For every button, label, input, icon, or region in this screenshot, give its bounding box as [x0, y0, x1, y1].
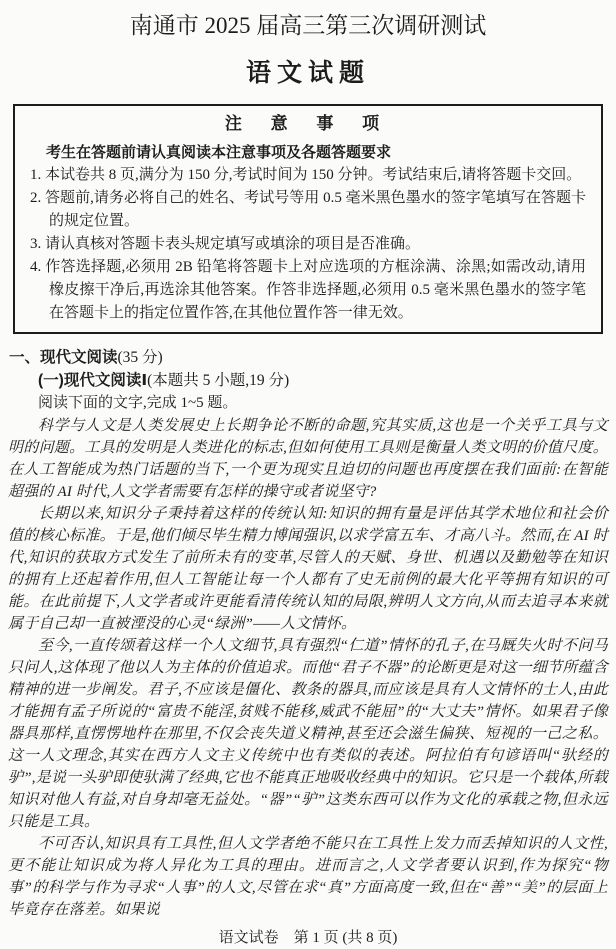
- section-heading: [9, 346, 608, 369]
- subsection-heading-bold: (一)现代文阅读Ⅰ: [38, 372, 148, 389]
- body-paragraph: 至今,一直传颂着这样一个人文细节,具有强烈“仁道”情怀的孔子,在马厩失火时不问马只问人,这体现了他以人为主体的价值追求。而他“君子不器”的论断更是对这一细节所蕴含精神的进一步阐发。君子,不应该是僵化、教条的器具,而应该是具有人文情怀的士人,由此才能拥有孟子所说的“富贵不能淫,贫贱不能移,威武不能屈”的“大丈夫”情怀。如果君子像器具那样,直愣愣地杵在那里,不仅会丧失道义精神,甚至还会滋生偏狭、短视的一己之私。这一人文理念,其实在西方人文主义传统中也有类似的表述。阿拉伯有句谚语叫“驮经的驴”,是说一头驴即使驮满了经典,它也不能真正地吸收经典中的知识。它只是一个载体,所载知识对他人有益,对自身却毫无益处。“器”“驴”这类东西可以作为文化的承载之物,但永远只能是工具。: [8, 638, 608, 830]
- notice-item: [30, 233, 586, 256]
- body-paragraph: 科学与人文是人类发展史上长期争论不断的命题,究其实质,这也是一个关乎工具与文明的问题。工具的发明是人类进化的标志,但如何使用工具则是衡量人类文明的价值尺度。在人工智能成为热门话题的当下,一个更为现实且迫切的问题也再度摆在我们面前:在智能超强的 AI 时代,人文学者需要有怎样的操守或者说坚守?: [8, 418, 608, 500]
- notice-intro: 考生在答题前请认真阅读本注意事项及各题答题要求: [46, 144, 392, 161]
- notice-item: [30, 256, 586, 325]
- notice-item-text: 作答选择题,必须用 2B 铅笔将答题卡上对应选项的方框涂满、涂黑;如需改动,请用橡皮擦干净后,再选涂其他答案。作答非选择题,必须用 0.5 毫米黑色墨水的签字笔在答题卡上的指定位置作答,在其他位置作答一律无效。: [45, 259, 586, 321]
- modern-text-reading-section: [8, 346, 608, 921]
- notice-item: [30, 164, 586, 187]
- page-footer: 语文试卷 第 1 页 (共 8 页): [218, 930, 398, 946]
- notice-title: 注 意 事 项: [224, 114, 392, 133]
- notice-item: [30, 187, 586, 233]
- body-paragraph: 长期以来,知识分子秉持着这样的传统认知:知识的拥有量是评估其学术地位和社会价值的核心标准。于是,他们倾尽毕生精力博闻强识,以求学富五车、才高八斗。然而,在 AI 时代,知识的获取方式发生了前所未有的变革,尽管人的天赋、身世、机遇以及勤勉等在知识的拥有上还起着作用,但人工智能让每一个人都有了史无前例的最大化平等拥有知识的可能。在此前提下,人文学者或许更能看清传统认知的局限,辨明人文方向,从而去追寻本来就属于自己却一直被湮没的心灵“绿洲”——人文情怀。: [8, 506, 608, 632]
- notice-item-text: 请认真核对答题卡表头规定填写或填涂的项目是否准确。: [45, 236, 421, 252]
- notice-item-text: 答题前,请务必将自己的姓名、考试号等用 0.5 毫米黑色墨水的签字笔填写在答题卡的规定位置。: [45, 190, 586, 229]
- page-title: 南通市 2025 届高三第三次调研测试: [129, 13, 487, 38]
- notice-item-text: 本试卷共 8 页,满分为 150 分,考试时间为 150 分钟。考试结束后,请将答题卡交回。: [45, 167, 582, 183]
- notice-box: [13, 104, 603, 334]
- notice-item-number: 3.: [30, 236, 42, 252]
- page-subtitle: 语文试题: [245, 59, 370, 87]
- subsection-heading-score: (本题共 5 小题,19 分): [147, 372, 290, 389]
- section-heading-bold: 一、现代文阅读: [9, 349, 118, 366]
- notice-item-number: 2.: [30, 190, 42, 206]
- subsection-heading: [38, 369, 608, 392]
- body-paragraph: 不可否认,知识具有工具性,但人文学者绝不能只在工具性上发力而丢掉知识的人文性,更不能让知识成为将人异化为工具的理由。进而言之,人文学者要认识到,作为探究“物事”的科学与作为寻求“人事”的人文,尽管在求“真”方面高度一致,但在“善”“美”的层面上毕竟存在落差。如果说: [8, 836, 608, 918]
- notice-item-number: 4.: [30, 259, 42, 275]
- notice-item-number: 1.: [30, 167, 42, 183]
- reading-instruction: 阅读下面的文字,完成 1~5 题。: [38, 395, 238, 411]
- section-heading-score: (35 分): [117, 349, 163, 366]
